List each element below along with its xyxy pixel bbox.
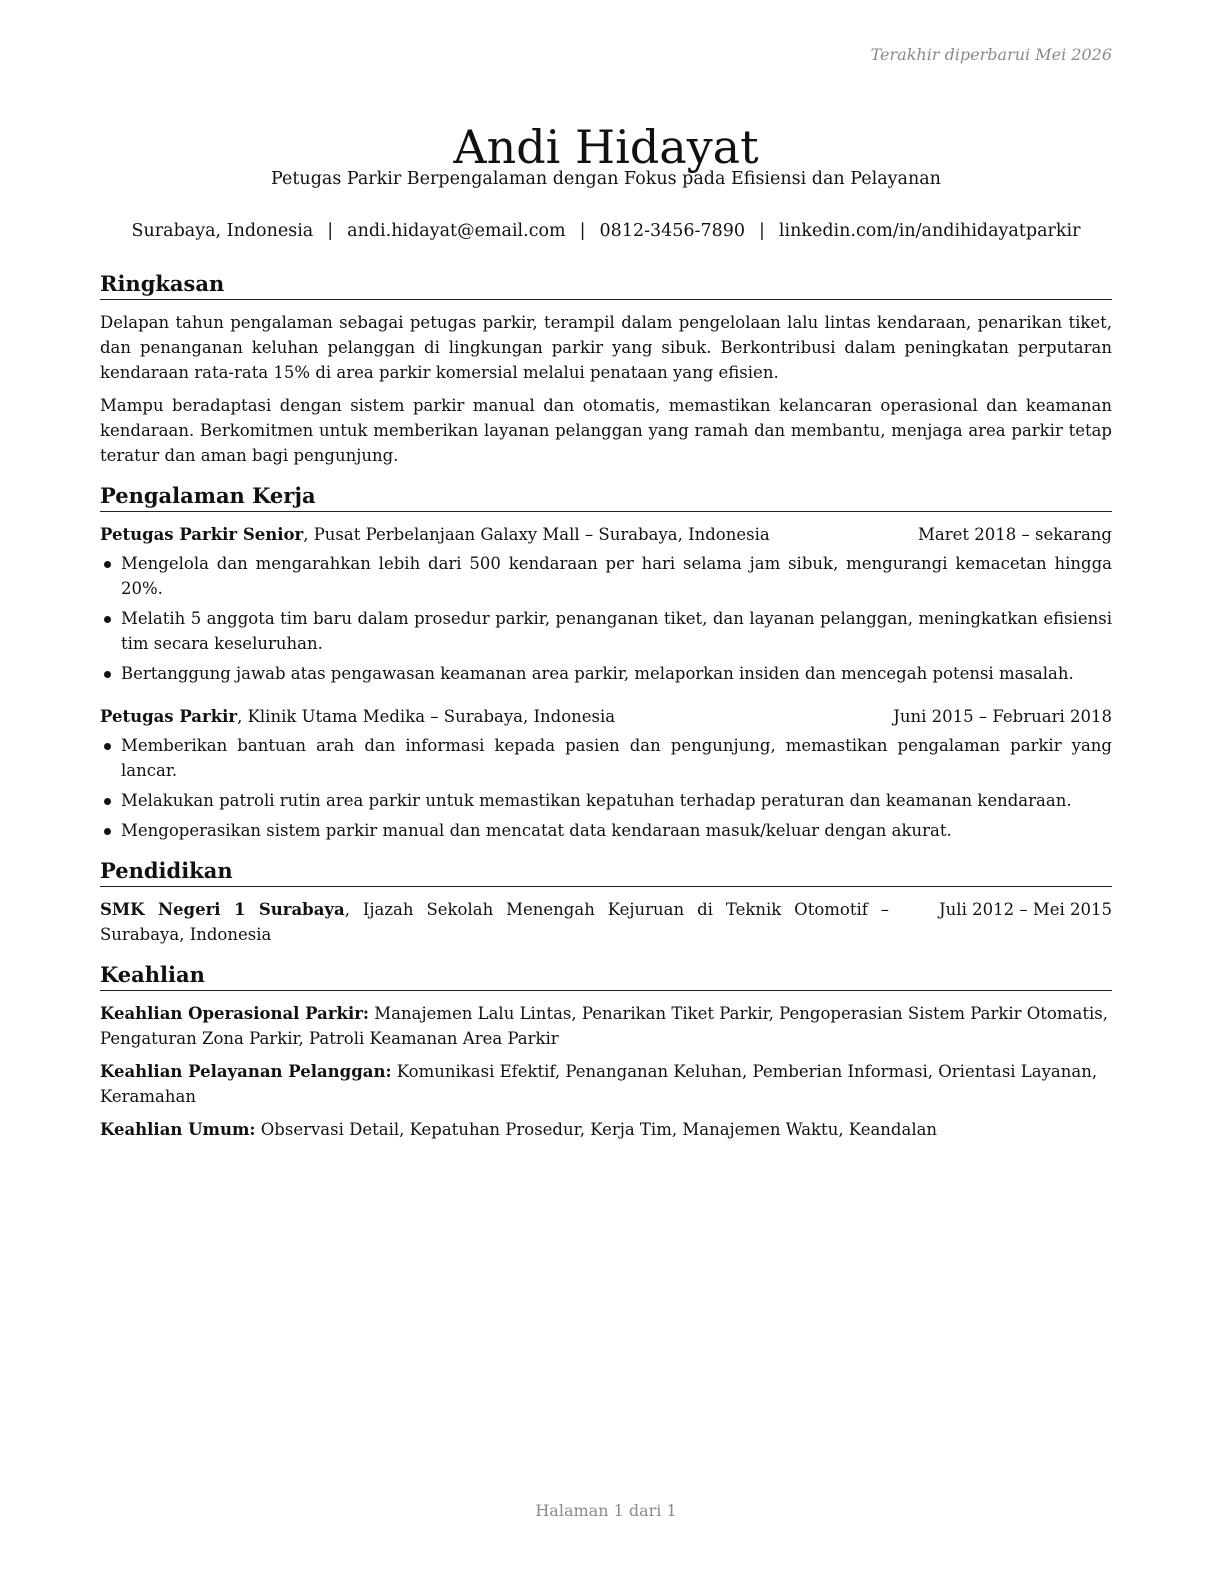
bullet-text: Mengelola dan mengarahkan lebih dari 500 kendaraan per hari selama jam sibuk, mengurangi kemacetan hingga 20%.: [121, 554, 1112, 598]
last-updated: Terakhir diperbarui Mei 2026: [870, 45, 1112, 64]
contact-phone[interactable]: 0812-3456-7890: [599, 221, 745, 241]
skill-group: [100, 1001, 1112, 1051]
bullet-text: Melatih 5 anggota tim baru dalam prosedur parkir, penanganan tiket, dan layanan pelanggan, meningkatkan efisiensi tim secara keseluruhan.: [121, 609, 1112, 653]
job-dates: Maret 2018 – sekarang: [918, 525, 1112, 544]
skill-items: Komunikasi Efektif, Penanganan Keluhan, Pemberian Informasi, Orientasi Layanan, Keramahan: [100, 1062, 1098, 1106]
tagline: Petugas Parkir Berpengalaman dengan Fokus pada Efisiensi dan Pelayanan: [271, 169, 941, 189]
list-item: [100, 733, 1112, 783]
skill-group: [100, 1117, 1112, 1142]
section-title-summary: Ringkasan: [100, 270, 1112, 300]
job-org: , Klinik Utama Medika – Surabaya, Indonesia: [237, 707, 616, 726]
contact-separator: |: [579, 221, 586, 241]
list-item: [100, 661, 1112, 686]
bullet-text: Melakukan patroli rutin area parkir untuk memastikan kepatuhan terhadap peraturan dan keamanan kendaraan.: [121, 791, 1072, 810]
section-title-experience: Pengalaman Kerja: [100, 482, 1112, 512]
education-dates: Juli 2012 – Mei 2015: [939, 900, 1112, 919]
education-entry: [100, 897, 1112, 947]
job-header: [100, 522, 1112, 547]
page-number: Halaman 1 dari 1: [535, 1501, 677, 1520]
list-item: [100, 551, 1112, 601]
school-name: SMK Negeri 1 Surabaya: [100, 900, 345, 919]
job-bullets: [100, 733, 1112, 843]
list-item: [100, 606, 1112, 656]
skill-items: Observasi Detail, Kepatuhan Prosedur, Kerja Tim, Manajemen Waktu, Keandalan: [255, 1120, 938, 1139]
job-header: [100, 704, 1112, 729]
summary-paragraph: Mampu beradaptasi dengan sistem parkir manual dan otomatis, memastikan kelancaran operasional dan keamanan kendaraan. Berkomitmen untuk memberikan layanan pelanggan yang ramah dan membantu, menjaga area parkir tetap teratur dan aman bagi pengunjung.: [100, 396, 1112, 465]
job-role: Petugas Parkir Senior: [100, 525, 304, 544]
contact-line: [100, 219, 1112, 243]
resume-content: [100, 270, 1112, 1156]
bullet-icon: [104, 671, 111, 678]
job-bullets: [100, 551, 1112, 686]
bullet-icon: [104, 743, 111, 750]
bullet-icon: [104, 561, 111, 568]
skill-items: Manajemen Lalu Lintas, Penarikan Tiket Parkir, Pengoperasian Sistem Parkir Otomatis, Pengaturan Zona Parkir, Patroli Keamanan Area Parkir: [100, 1004, 1108, 1048]
job-entry: [100, 704, 1112, 843]
job-role: Petugas Parkir: [100, 707, 238, 726]
bullet-text: Bertanggung jawab atas pengawasan keamanan area parkir, melaporkan insiden dan mencegah potensi masalah.: [121, 664, 1074, 683]
contact-linkedin[interactable]: linkedin.com/in/andihidayatparkir: [778, 221, 1081, 241]
bullet-icon: [104, 798, 111, 805]
candidate-name: Andi Hidayat: [453, 119, 759, 174]
list-item: [100, 788, 1112, 813]
contact-email[interactable]: andi.hidayat@email.com: [347, 221, 566, 241]
summary-section: [100, 270, 1112, 468]
skills-section: [100, 961, 1112, 1142]
job-dates: Juni 2015 – Februari 2018: [893, 707, 1112, 726]
bullet-text: Memberikan bantuan arah dan informasi kepada pasien dan pengunjung, memastikan pengalaman parkir yang lancar.: [121, 736, 1112, 780]
job-entry: [100, 522, 1112, 686]
skill-label: Keahlian Pelayanan Pelanggan:: [100, 1062, 392, 1081]
education-detail: , Ijazah Sekolah Menengah Kejuruan di Teknik Otomotif – Surabaya, Indonesia: [100, 900, 890, 944]
contact-separator: |: [758, 221, 765, 241]
skill-label: Keahlian Operasional Parkir:: [100, 1004, 370, 1023]
section-title-skills: Keahlian: [100, 961, 1112, 991]
skill-label: Keahlian Umum:: [100, 1120, 256, 1139]
resume-page: [100, 0, 1112, 1584]
education-section: [100, 857, 1112, 947]
bullet-text: Mengoperasikan sistem parkir manual dan mencatat data kendaraan masuk/keluar dengan akurat.: [121, 821, 952, 840]
experience-section: [100, 482, 1112, 843]
job-org: , Pusat Perbelanjaan Galaxy Mall – Surabaya, Indonesia: [303, 525, 770, 544]
bullet-icon: [104, 828, 111, 835]
bullet-icon: [104, 616, 111, 623]
section-title-education: Pendidikan: [100, 857, 1112, 887]
contact-separator: |: [327, 221, 334, 241]
skill-group: [100, 1059, 1112, 1109]
summary-paragraph: Delapan tahun pengalaman sebagai petugas parkir, terampil dalam pengelolaan lalu lintas kendaraan, penarikan tiket, dan penanganan keluhan pelanggan di lingkungan parkir yang sibuk. Berkontribusi dalam peningkatan perputaran kendaraan rata-rata 15% di area parkir komersial melalui penataan yang efisien.: [100, 313, 1112, 382]
list-item: [100, 818, 1112, 843]
contact-location: Surabaya, Indonesia: [131, 221, 314, 241]
